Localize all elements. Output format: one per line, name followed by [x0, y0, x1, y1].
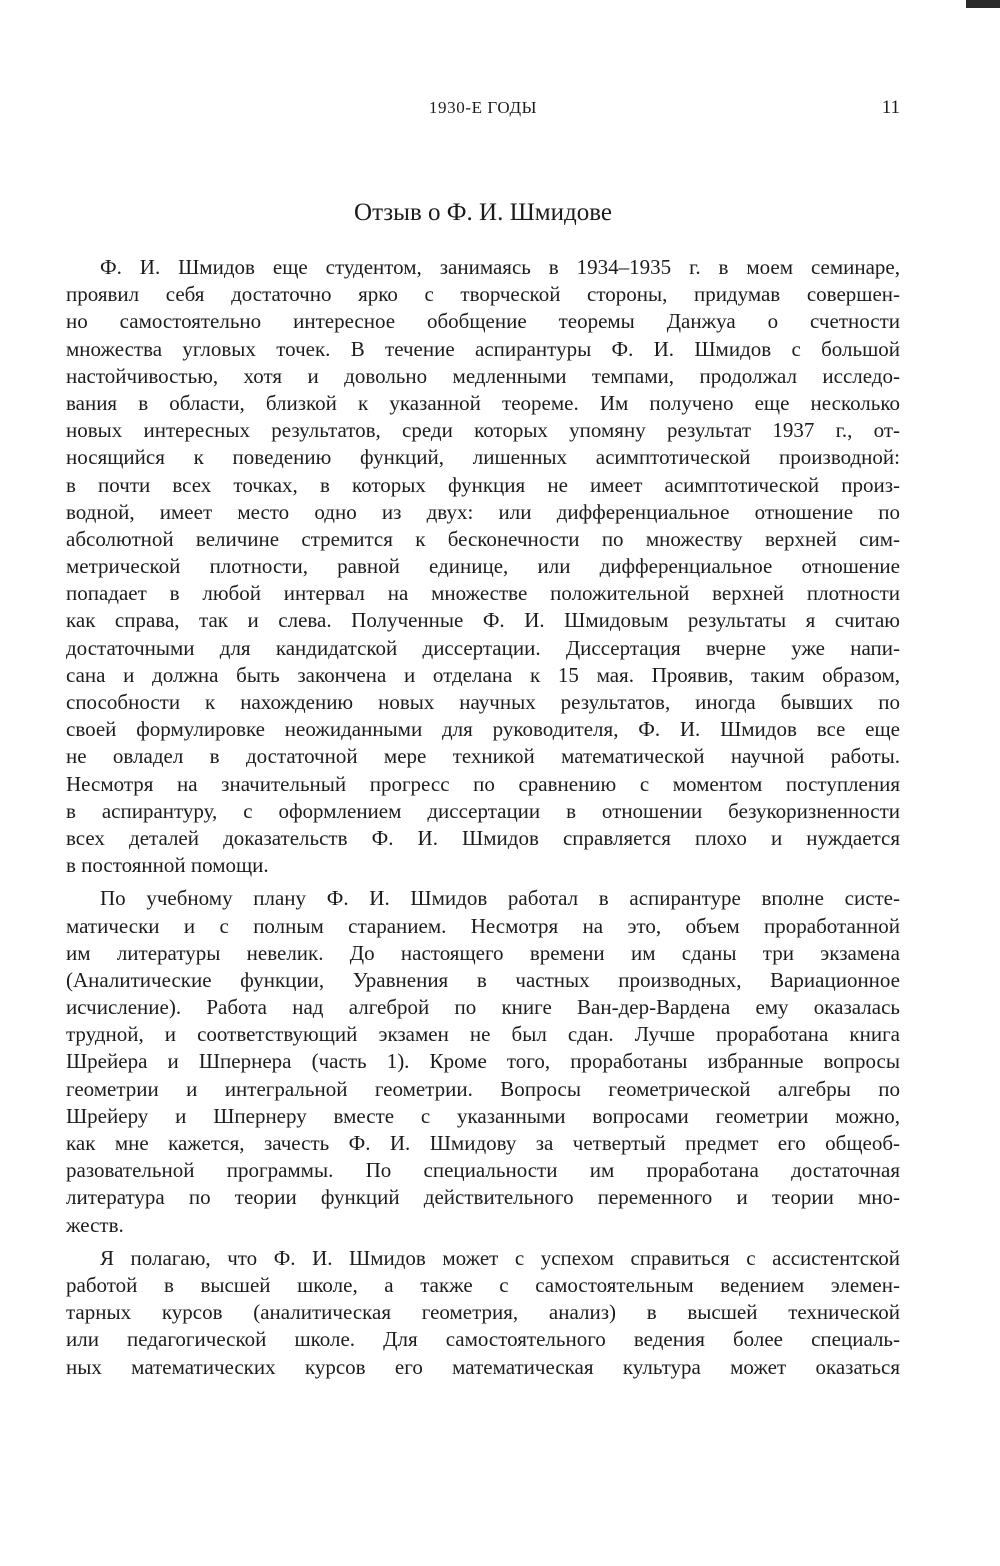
- text-line: жеств.: [66, 1212, 124, 1237]
- text-line: всех деталей доказательств Ф. И. Шмидов справляется плохо и нуждается: [66, 825, 900, 850]
- text-line: проявил себя достаточно ярко с творческой стороны, придумав совершен-: [66, 282, 900, 307]
- paragraph-3: [66, 1245, 900, 1381]
- text-line: множества угловых точек. В течение аспирантуры Ф. И. Шмидов с большой: [66, 336, 900, 361]
- text-line: в почти всех точках, в которых функция не имеет асимптотической произ-: [66, 472, 900, 497]
- text-line: вания в области, близкой к указанной теореме. Им получено еще несколько: [66, 390, 900, 415]
- text-line: сана и должна быть закончена и отделана к 15 мая. Проявив, таким образом,: [66, 662, 900, 687]
- text-line: Ф. И. Шмидов еще студентом, занимаясь в 1934–1935 г. в моем семинаре,: [100, 255, 900, 279]
- text-line: метрической плотности, равной единице, или дифференциальное отношение: [66, 554, 900, 579]
- paragraph-2: [66, 885, 900, 1238]
- text-line: исчисление). Работа над алгеброй по книге Ван-дер-Вардена ему оказалась: [66, 995, 900, 1020]
- running-head: [66, 96, 900, 120]
- body-text: [66, 254, 900, 1381]
- text-line: настойчивостью, хотя и довольно медленными темпами, продолжал исследо-: [66, 363, 900, 388]
- text-line: матически и с полным старанием. Несмотря на это, объем проработанной: [66, 913, 900, 938]
- text-line: им литературы невелик. До настоящего времени им сданы три экзамена: [66, 940, 900, 965]
- corner-mark: [966, 0, 1000, 8]
- paragraph-1: [66, 254, 900, 879]
- text-line: но самостоятельно интересное обобщение теоремы Данжуа о счетности: [66, 309, 900, 334]
- text-line: разовательной программы. По специальности им проработана достаточная: [66, 1158, 900, 1183]
- text-line: в постоянной помощи.: [66, 853, 269, 878]
- text-line: носящийся к поведению функций, лишенных асимптотической производной:: [66, 445, 900, 470]
- text-line: ных математических курсов его математическая культура может оказаться: [66, 1354, 900, 1379]
- text-line: По учебному плану Ф. И. Шмидов работал в аспирантуре вполне систе-: [100, 886, 900, 911]
- text-line: тарных курсов (аналитическая геометрия, анализ) в высшей технической: [66, 1300, 900, 1325]
- text-line: способности к нахождению новых научных результатов, иногда бывших по: [66, 690, 900, 714]
- text-line: водной, имеет место одно из двух: или дифференциальное отношение по: [66, 499, 900, 524]
- text-line: геометрии и интегральной геометрии. Вопросы геометрической алгебры по: [66, 1076, 900, 1101]
- text-line: работой в высшей школе, а также с самостоятельным ведением элемен-: [66, 1272, 900, 1297]
- text-line: трудной, и соответствующий экзамен не был сдан. Лучше проработана книга: [66, 1022, 900, 1047]
- text-line: Несмотря на значительный прогресс по сравнению с моментом поступления: [66, 771, 900, 796]
- text-line: достаточными для кандидатской диссертации. Диссертация вчерне уже напи-: [66, 635, 900, 660]
- text-line: не овладел в достаточной мере техникой математической научной работы.: [66, 744, 900, 769]
- text-line: Шрейеру и Шпернеру вместе с указанными вопросами геометрии можно,: [66, 1103, 900, 1128]
- text-line: как справа, так и слева. Полученные Ф. И. Шмидовым результаты я считаю: [66, 608, 900, 633]
- text-line: своей формулировке неожиданными для руководителя, Ф. И. Шмидов все еще: [66, 717, 900, 742]
- text-line: абсолютной величине стремится к бесконечности по множеству верхней сим-: [66, 526, 900, 551]
- text-line: Я полагаю, что Ф. И. Шмидов может с успехом справиться с ассистентской: [100, 1245, 900, 1270]
- text-line: или педагогической школе. Для самостоятельного ведения более специаль-: [66, 1327, 900, 1352]
- text-line: в аспирантуру, с оформлением диссертации в отношении безукоризненности: [66, 798, 900, 823]
- text-line: попадает в любой интервал на множестве положительной верхней плотности: [66, 581, 900, 606]
- text-line: (Аналитические функции, Уравнения в частных производных, Вариационное: [66, 967, 900, 992]
- section-title: Отзыв о Ф. И. Шмидове: [354, 199, 612, 226]
- running-title: 1930-Е ГОДЫ: [428, 98, 538, 117]
- text-line: как мне кажется, зачесть Ф. И. Шмидову за четвертый предмет его общеоб-: [66, 1131, 900, 1155]
- text-line: Шрейера и Шпернера (часть 1). Кроме того, проработаны избранные вопросы: [66, 1049, 900, 1074]
- text-line: литература по теории функций действительного переменного и теории мно-: [66, 1185, 900, 1210]
- page-number: 11: [881, 97, 900, 118]
- text-line: новых интересных результатов, среди которых упомяну результат 1937 г., от-: [66, 418, 900, 443]
